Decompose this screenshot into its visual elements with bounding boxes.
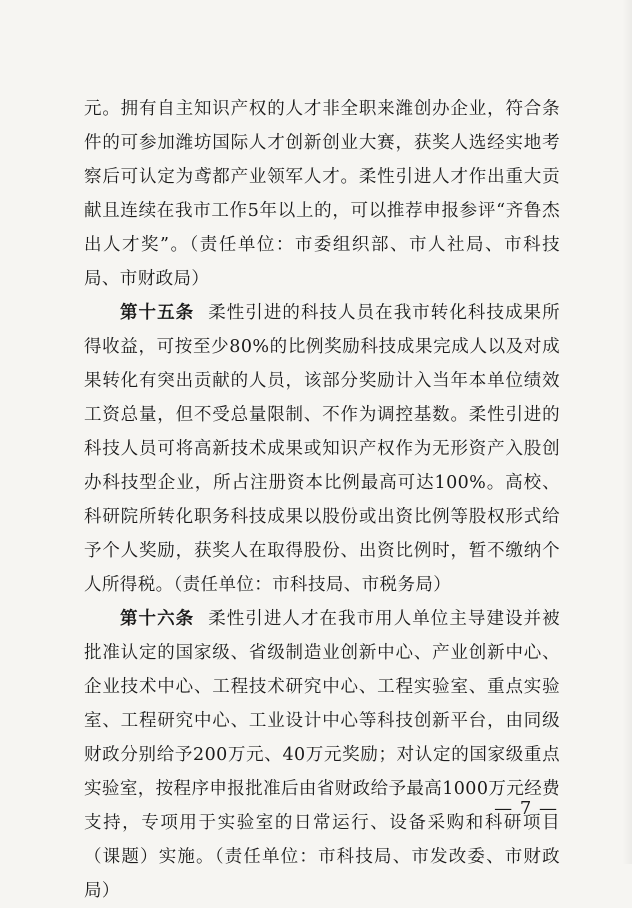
paragraph-text: 柔性引进的科技人员在我市转化科技成果所得收益，可按至少80%的比例奖励科技成果完成人以及对成果转化有突出贡献的人员，该部分奖励计入当年本单位绩效工资总量，但不受总量限制、不作为调控基数。柔性引进的科技人员可将高新技术成果或知识产权作为无形资产入股创办科技型企业，所占注册资本比例最高可达100%。高校、科研院所转化职务科技成果以股份或出资比例等股权形式给予个人奖励，获奖人在取得股份、出资比例时，暂不缴纳个人所得税。（责任单位：市科技局、市税务局） [84,303,560,595]
article-15 [84,296,560,602]
article-16 [84,602,560,908]
body-text [84,92,560,908]
scan-edge-shadow [622,0,632,864]
page-number: — 7 — [494,798,558,819]
paragraph-continuation [84,92,560,296]
paragraph-text: 柔性引进人才在我市用人单位主导建设并被批准认定的国家级、省级制造业创新中心、产业创新中心、企业技术中心、工程技术研究中心、工程实验室、重点实验室、工程研究中心、工业设计中心等科技创新平台，由同级财政分别给予200万元、40万元奖励；对认定的国家级重点实验室，按程序申报批准后由省财政给予最高1000万元经费支持，专项用于实验室的日常运行、设备采购和科研项目（课题）实施。（责任单位：市科技局、市发改委、市财政局） [84,609,560,901]
paragraph-text: 元。拥有自主知识产权的人才非全职来潍创办企业，符合条件的可参加潍坊国际人才创新创业大赛，获奖人选经实地考察后可认定为鸢都产业领军人才。柔性引进人才作出重大贡献且连续在我市工作5年以上的，可以推荐申报参评“齐鲁杰出人才奖”。（责任单位：市委组织部、市人社局、市科技局、市财政局） [84,99,560,289]
article-label: 第十六条 [120,609,195,629]
article-label: 第十五条 [120,303,195,323]
